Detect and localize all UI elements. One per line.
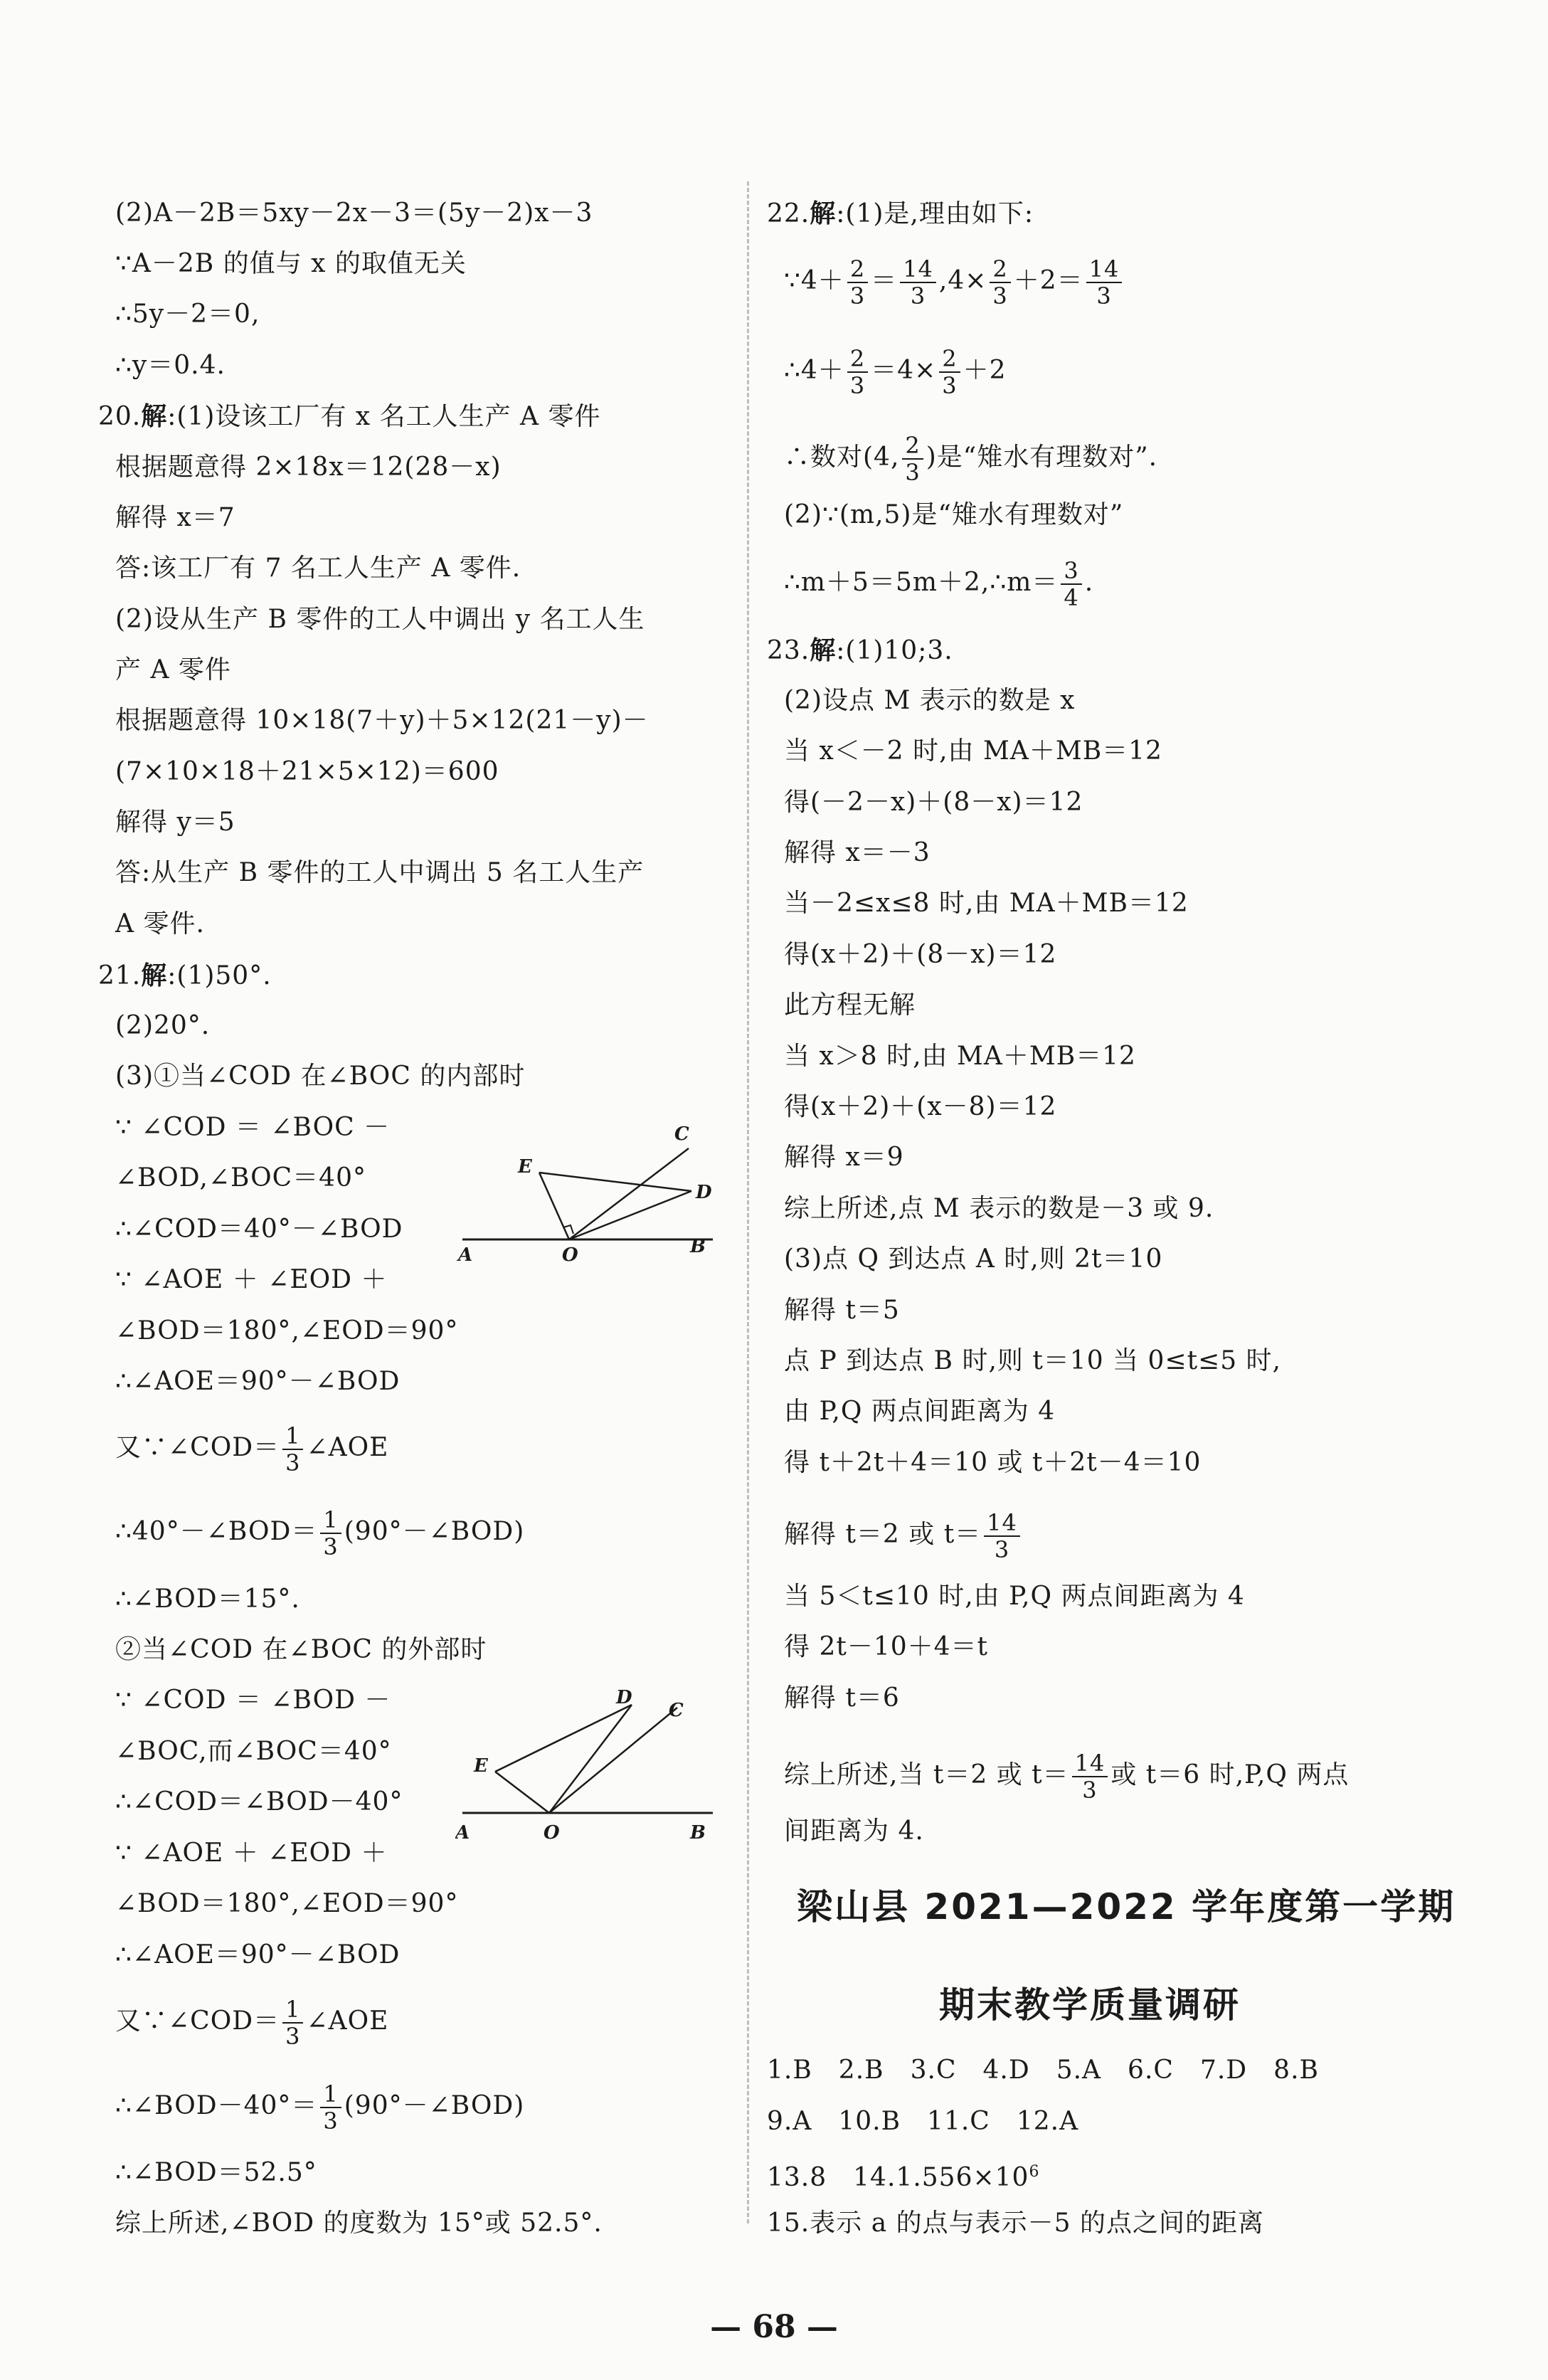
section-subtitle: 期末教学质量调研 (939, 1984, 1241, 2026)
text-line: ∴∠AOE＝90°－∠BOD (115, 1940, 401, 1969)
angle-figure-2 (455, 1679, 726, 1850)
point-label-b: B (690, 1236, 706, 1257)
text-line: ∴∠BOD＝15°. (115, 1585, 300, 1614)
text-line: (2)∵(m,5)是“雉水有理数对” (784, 500, 1124, 529)
text-line: ∴∠AOE＝90°－∠BOD (115, 1367, 401, 1396)
text-line: 解得 t＝6 (784, 1683, 900, 1713)
point-label-a: A (458, 1244, 473, 1266)
text-line: (7×10×18＋21×5×12)＝600 (115, 757, 499, 786)
text-line: ∠BOC,而∠BOC＝40° (115, 1737, 392, 1766)
answer-line: 15.表示 a 的点与表示－5 的点之间的距离 (767, 2209, 1264, 2238)
question-23: 23.解:(1)10;3. (767, 635, 953, 665)
text-line: 解得 x＝7 (115, 503, 235, 532)
fraction: $\frac{2}{3}$ (990, 256, 1010, 309)
text-line: 产 A 零件 (115, 655, 231, 684)
text-line: 当 x＜－2 时,由 MA＋MB＝12 (784, 736, 1162, 766)
text-line: 由 P,Q 两点间距离为 4 (784, 1397, 1056, 1426)
text-line: 当 x＞8 时,由 MA＋MB＝12 (784, 1042, 1136, 1071)
fraction: $\frac{14}{3}$ (900, 256, 936, 309)
text-line: (2)A－2B＝5xy－2x－3＝(5y－2)x－3 (115, 199, 593, 228)
fraction: $\frac{2}{3}$ (847, 346, 868, 398)
point-label-c: C (674, 1123, 689, 1145)
point-label-c: C (669, 1700, 684, 1721)
fraction: $\frac{1}{3}$ (282, 1996, 303, 2049)
text-line: ∵A－2B 的值与 x 的取值无关 (115, 249, 467, 278)
text-line: 得(x＋2)＋(8－x)＝12 (784, 940, 1057, 969)
text-line: ∠BOD＝180°,∠EOD＝90° (115, 1316, 459, 1345)
fraction: $\frac{14}{3}$ (1072, 1750, 1108, 1803)
question-21: 21.解:(1)50°. (98, 961, 272, 990)
text-line: 又∵∠COD＝ $\frac{1}{3}$ ∠AOE (115, 1996, 389, 2050)
text-line: 答:从生产 B 零件的工人中调出 5 名工人生产 (115, 858, 645, 887)
fraction: $\frac{2}{3}$ (847, 256, 868, 309)
text-line: (3)点 Q 到达点 A 时,则 2t＝10 (784, 1244, 1163, 1274)
text-line: ∵ ∠AOE ＋ ∠EOD ＋ (115, 1265, 388, 1294)
text-line: A 零件. (115, 909, 205, 938)
text-line: 当－2≤x≤8 时,由 MA＋MB＝12 (784, 889, 1189, 918)
point-label-o: O (562, 1244, 578, 1266)
angle-figure-1 (455, 1110, 726, 1266)
text-line: (2)20°. (115, 1011, 211, 1040)
answer-line: 1.B 2.B 3.C 4.D 5.A 6.C 7.D 8.B (767, 2056, 1319, 2085)
text-line: 得(－2－x)＋(8－x)＝12 (784, 788, 1083, 817)
text-line: 又∵∠COD＝ $\frac{1}{3}$ ∠AOE (115, 1422, 389, 1476)
fraction: $\frac{1}{3}$ (320, 2081, 341, 2134)
text-line: ②当∠COD 在∠BOC 的外部时 (115, 1635, 487, 1664)
page-number: — 68 — (710, 2309, 838, 2345)
text-line: 解得 t＝5 (784, 1296, 900, 1325)
text-line: 根据题意得 2×18x＝12(28－x) (115, 453, 502, 482)
text-line: ∴y＝0.4. (115, 351, 226, 380)
text-line: 解得 y＝5 (115, 808, 235, 837)
text-line: ∴数对(4, $\frac{2}{3}$ )是“雉水有理数对”. (784, 432, 1158, 486)
fraction: $\frac{14}{3}$ (1086, 256, 1123, 309)
text-line: 得(x＋2)＋(x－8)＝12 (784, 1092, 1057, 1121)
text-line: 解得 x＝－3 (784, 838, 931, 867)
text-line: 根据题意得 10×18(7＋y)＋5×12(21－y)－ (115, 706, 649, 735)
point-label-b: B (690, 1822, 706, 1844)
text-line: ∴∠BOD－40°＝ $\frac{1}{3}$ (90°－∠BOD) (115, 2080, 525, 2135)
section-title: 梁山县 2021—2022 学年度第一学期 (797, 1886, 1456, 1927)
text-line: 当 5＜t≤10 时,由 P,Q 两点间距离为 4 (784, 1582, 1245, 1611)
text-line: ∴5y－2＝0, (115, 300, 260, 329)
text-line: ∵ ∠COD ＝ ∠BOC － (115, 1113, 391, 1142)
text-line: ∴∠COD＝∠BOD－40° (115, 1787, 403, 1816)
point-label-d: D (696, 1182, 712, 1203)
text-line: 综上所述,当 t＝2 或 t＝ $\frac{14}{3}$ 或 t＝6 时,P,Q 两点 (784, 1750, 1350, 1804)
point-label-e: E (518, 1156, 532, 1178)
text-line: (2)设点 M 表示的数是 x (784, 686, 1076, 715)
text-line: 得 t＋2t＋4＝10 或 t＋2t－4＝10 (784, 1448, 1202, 1477)
text-line: ∴m＋5＝5m＋2,∴m＝ $\frac{3}{4}$ . (784, 557, 1094, 611)
text-line: ∴∠BOD＝52.5° (115, 2158, 317, 2187)
fraction: $\frac{2}{3}$ (939, 346, 960, 398)
text-line: ∠BOD,∠BOC＝40° (115, 1163, 366, 1192)
text-line: 此方程无解 (784, 990, 916, 1020)
text-line: 点 P 到达点 B 时,则 t＝10 当 0≤t≤5 时, (784, 1346, 1281, 1375)
point-label-a: A (455, 1822, 470, 1844)
fraction: $\frac{3}{4}$ (1061, 558, 1081, 610)
question-20: 20.解:(1)设该工厂有 x 名工人生产 A 零件 (98, 401, 601, 431)
text-line: 间距离为 4. (784, 1816, 924, 1846)
column-divider (747, 181, 749, 2223)
text-line: (2)设从生产 B 零件的工人中调出 y 名工人生 (115, 605, 645, 634)
text-line: 解得 t＝2 或 t＝ $\frac{14}{3}$ (784, 1510, 1023, 1562)
text-line: ∴4＋ $\frac{2}{3}$ ＝4× $\frac{2}{3}$ ＋2 (784, 345, 1007, 399)
fraction: $\frac{2}{3}$ (902, 433, 923, 485)
text-line: 综上所述,∠BOD 的度数为 15°或 52.5°. (115, 2209, 603, 2238)
text-line: ∵ ∠AOE ＋ ∠EOD ＋ (115, 1839, 388, 1868)
fraction: $\frac{1}{3}$ (320, 1507, 341, 1560)
text-line: ∠BOD＝180°,∠EOD＝90° (115, 1889, 459, 1918)
text-line: ∵ ∠COD ＝ ∠BOD － (115, 1686, 391, 1715)
text-line: ∵4＋ $\frac{2}{3}$ ＝ $\frac{14}{3}$ ,4× $\frac{2}{3}$ ＋2＝ $\frac{14}{3}$ (784, 256, 1125, 309)
text-line: ∴∠COD＝40°－∠BOD (115, 1215, 403, 1244)
text-line: 答:该工厂有 7 名工人生产 A 零件. (115, 554, 521, 583)
answer-line: 9.A 10.B 11.C 12.A (767, 2107, 1079, 2136)
text-line: 得 2t－10＋4＝t (784, 1632, 988, 1661)
text-line: (3)①当∠COD 在∠BOC 的内部时 (115, 1062, 526, 1091)
point-label-e: E (474, 1755, 488, 1777)
answer-line: 13.8 $14.1.556\times 10^6$ (767, 2163, 1040, 2192)
fraction: $\frac{14}{3}$ (984, 1510, 1020, 1562)
point-label-o: O (544, 1822, 560, 1844)
question-22: 22.解:(1)是,理由如下: (767, 199, 1034, 228)
text-line: 综上所述,点 M 表示的数是－3 或 9. (784, 1194, 1214, 1223)
fraction: $\frac{1}{3}$ (282, 1423, 303, 1476)
text-line: 解得 x＝9 (784, 1143, 904, 1172)
text-line: ∴40°－∠BOD＝ $\frac{1}{3}$ (90°－∠BOD) (115, 1506, 525, 1560)
point-label-d: D (616, 1687, 632, 1708)
